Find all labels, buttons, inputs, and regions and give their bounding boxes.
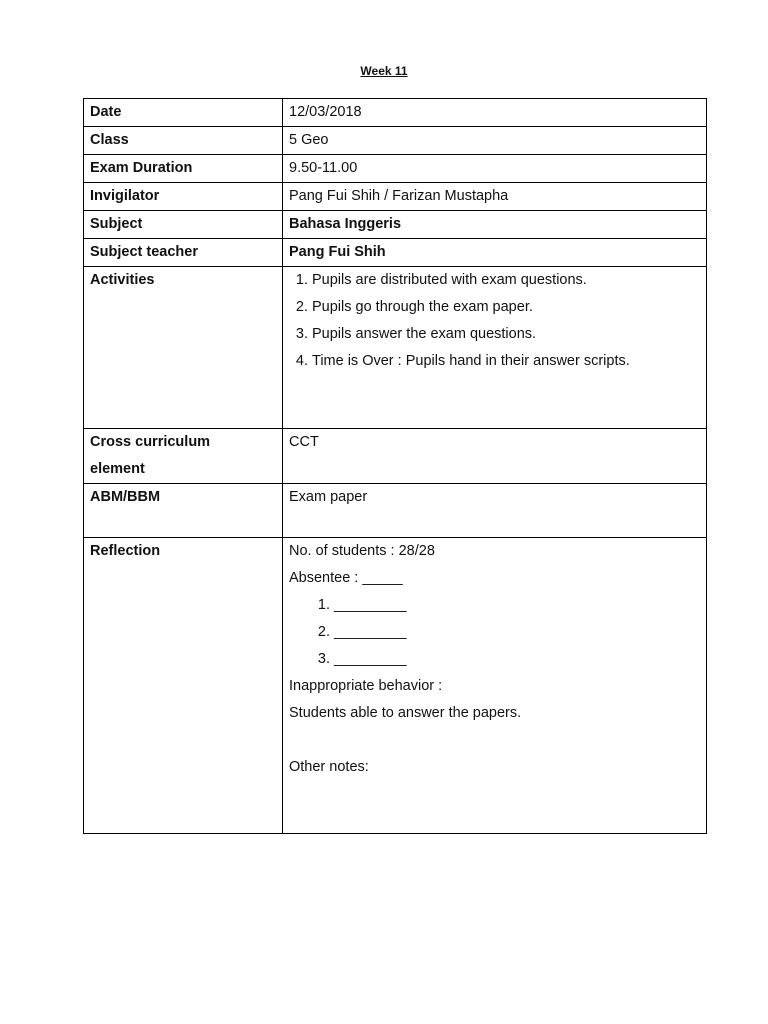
list-item: 3. Pupils answer the exam questions. bbox=[312, 321, 706, 348]
row-reflection bbox=[84, 538, 707, 834]
abm-value: Exam paper bbox=[283, 484, 707, 538]
duration-value: 9.50-11.00 bbox=[283, 155, 707, 183]
list-item: 1. Pupils are distributed with exam questions. bbox=[312, 267, 706, 294]
row-subject-teacher bbox=[84, 239, 707, 267]
list-item: 2. Pupils go through the exam paper. bbox=[312, 294, 706, 321]
date-value: 12/03/2018 bbox=[283, 99, 707, 127]
students-count: No. of students : 28/28 bbox=[289, 543, 435, 559]
teacher-value: Pang Fui Shih bbox=[283, 239, 707, 267]
other-notes-line: Other notes: bbox=[289, 759, 369, 775]
row-subject bbox=[84, 211, 707, 239]
spacer bbox=[289, 727, 706, 754]
reflection-label: Reflection bbox=[84, 538, 283, 834]
teacher-label: Subject teacher bbox=[84, 239, 283, 267]
row-date bbox=[84, 99, 707, 127]
cross-curriculum-label bbox=[84, 429, 283, 484]
row-invigilator bbox=[84, 183, 707, 211]
behavior-line: Inappropriate behavior : bbox=[289, 678, 443, 694]
list-item: 3. _________ bbox=[334, 646, 706, 673]
reflection-value bbox=[283, 538, 707, 834]
comment-line: Students able to answer the papers. bbox=[289, 705, 522, 721]
class-value: 5 Geo bbox=[283, 127, 707, 155]
list-item: 4. Time is Over : Pupils hand in their answer scripts. bbox=[312, 348, 706, 375]
invigilator-value: Pang Fui Shih / Farizan Mustapha bbox=[283, 183, 707, 211]
absentee-line: Absentee : _____ bbox=[289, 570, 403, 586]
subject-label: Subject bbox=[84, 211, 283, 239]
cross-label-line2: element bbox=[90, 461, 145, 477]
list-item: 2. _________ bbox=[334, 619, 706, 646]
abm-label: ABM/BBM bbox=[84, 484, 283, 538]
row-activities bbox=[84, 267, 707, 429]
row-abm-bbm bbox=[84, 484, 707, 538]
lesson-record-table bbox=[83, 98, 707, 834]
date-label: Date bbox=[84, 99, 283, 127]
activities-label: Activities bbox=[84, 267, 283, 429]
subject-value: Bahasa Inggeris bbox=[283, 211, 707, 239]
activities-value bbox=[283, 267, 707, 429]
class-label: Class bbox=[84, 127, 283, 155]
invigilator-label: Invigilator bbox=[84, 183, 283, 211]
cross-curriculum-value: CCT bbox=[283, 429, 707, 484]
absentee-list bbox=[289, 592, 706, 673]
row-exam-duration bbox=[84, 155, 707, 183]
page-heading: Week 11 bbox=[360, 64, 408, 78]
activities-list bbox=[289, 267, 706, 375]
row-cross-curriculum bbox=[84, 429, 707, 484]
row-class bbox=[84, 127, 707, 155]
cross-label-line1: Cross curriculum bbox=[90, 434, 211, 450]
list-item: 1. _________ bbox=[334, 592, 706, 619]
duration-label: Exam Duration bbox=[84, 155, 283, 183]
